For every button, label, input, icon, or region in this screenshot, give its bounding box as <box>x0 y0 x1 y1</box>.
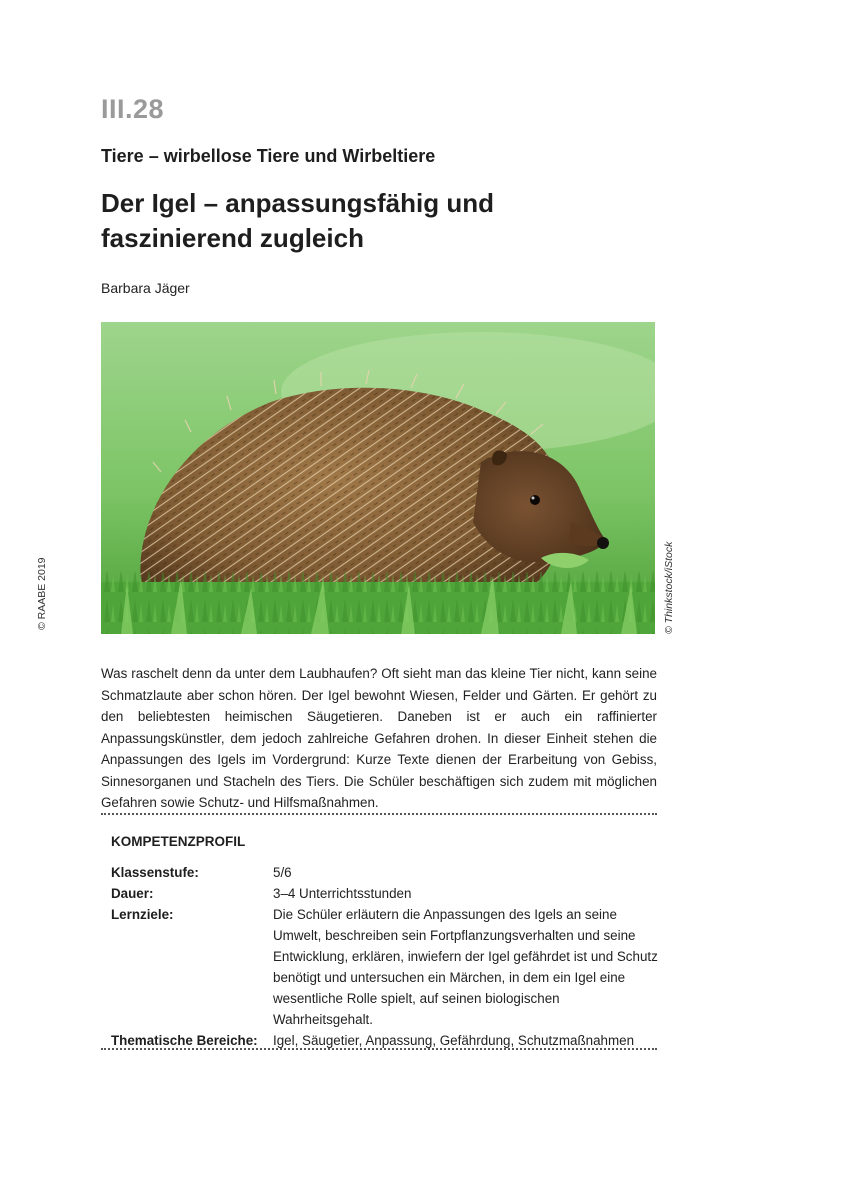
divider-bottom <box>101 1048 657 1050</box>
profile-row-grade <box>111 862 661 883</box>
profile-value: 3–4 Unterrichtsstunden <box>273 886 412 901</box>
hedgehog-photo <box>101 322 655 634</box>
hedgehog-nose <box>597 537 609 549</box>
divider-top <box>101 813 657 815</box>
hedgehog-eye <box>530 495 540 505</box>
profile-value: Die Schüler erläutern die Anpassungen des Igels an seine Umwelt, beschreiben sein Fortpflanzungsverhalten und seine Entwicklung, erklären, inwiefern der Igel gefährdet ist und Schutz benötigt und untersuchen ein Märchen, in dem ein Igel eine wesentliche Rolle spielt, auf seinen biologischen Wahrheitsgehalt. <box>273 907 658 1027</box>
profile-label: Lernziele: <box>111 907 174 922</box>
profile-label: Dauer: <box>111 886 154 901</box>
profile-value: Igel, Säugetier, Anpassung, Gefährdung, Schutzmaßnahmen <box>273 1033 635 1048</box>
copyright-note: © RAABE 2019 <box>36 557 48 630</box>
profile-row-duration <box>111 883 661 904</box>
category-heading: Tiere – wirbellose Tiere und Wirbeltiere <box>101 146 436 166</box>
profile-label: Klassenstufe: <box>111 865 199 880</box>
author-name: Barbara Jäger <box>101 280 190 296</box>
profile-row-objectives <box>111 904 661 1030</box>
profile-value: 5/6 <box>273 865 292 880</box>
competence-profile-heading: KOMPETENZPROFIL <box>111 834 246 849</box>
photo-credit: © Thinkstock/iStock <box>663 541 675 634</box>
competence-profile-table <box>111 862 661 1051</box>
title-line-1: Der Igel – anpassungsfähig und <box>101 188 494 218</box>
profile-label: Thematische Bereiche: <box>111 1033 258 1048</box>
hedgehog-eye-highlight <box>532 497 535 500</box>
title-line-2: faszinierend zugleich <box>101 223 364 253</box>
section-number: III.28 <box>101 94 165 124</box>
intro-paragraph: Was raschelt denn da unter dem Laubhaufen? Oft sieht man das kleine Tier nicht, kann seine Schmatzlaute aber schon hören. Der Igel bewohnt Wiesen, Felder und Gärten. Er gehört zu den beliebtesten heimischen Säugetieren. Daneben ist er auch ein raffinierter Anpassungskünstler, dem jedoch zahlreiche Gefahren drohen. In dieser Einheit stehen die Anpassungen des Igels im Vordergrund: Kurze Texte dienen der Erarbeitung von Gebiss, Sinnesorganen und Stacheln des Tiers. Die Schüler beschäftigen sich zudem mit möglichen Gefahren sowie Schutz- und Hilfsmaßnahmen. <box>101 666 657 810</box>
page-title <box>101 186 661 256</box>
